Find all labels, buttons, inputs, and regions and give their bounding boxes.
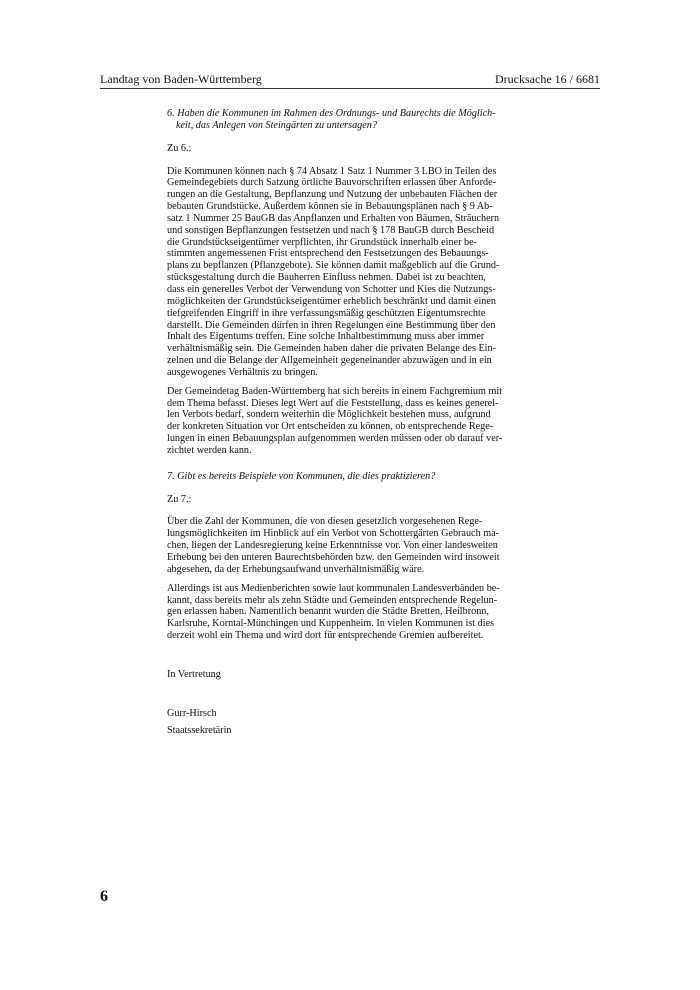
text-line: Die Kommunen können nach § 74 Absatz 1 Satz 1 Nummer 3 LBO in Teilen des <box>167 165 497 177</box>
answer-7-paragraph-1 <box>167 516 533 575</box>
text-line: chen, liegen der Landesregierung keine Erkenntnisse vor. Von einer landesweiten <box>167 540 498 552</box>
text-line: dem Thema befasst. Dieses legt Wert auf die Feststellung, dass es keines generel- <box>167 397 499 409</box>
question-6 <box>167 108 533 132</box>
text-line: Der Gemeindetag Baden-Württemberg hat sich bereits in einem Fachgremium mit <box>167 385 503 397</box>
signature-title: Staatssekretärin <box>167 724 232 736</box>
text-line: stücksgestaltung durch die Bauherren Einfluss nehmen. Dabei ist zu beachten, <box>167 272 486 284</box>
answer-7-paragraph-2 <box>167 583 533 642</box>
page-number: 6 <box>100 888 108 905</box>
text-line: Erhebung bei den unteren Baurechtsbehörden bzw. den Gemeinden wird insoweit <box>167 552 500 563</box>
text-line: darstellt. Die Gemeinden dürfen in ihren Regelungen eine Bestimmung über den <box>167 319 496 331</box>
text-line: die Grundstückseigentümer verpflichten, ihr Grundstück innerhalb einer be- <box>167 236 478 248</box>
text-line: Gemeindegebiets durch Satzung örtliche Bauvorschriften erlassen über Anforde- <box>167 177 496 189</box>
text-line: plans zu bepflanzen (Pflanzgebote). Sie können damit maßgeblich auf die Grund- <box>167 260 500 272</box>
text-line: lungen in einen Bebauungsplan aufgenommen werden müssen oder ob darauf ver- <box>167 433 503 445</box>
question-line: 7. Gibt es bereits Beispiele von Kommunen, die dies praktizieren? <box>167 470 436 482</box>
text-line: len Verbots bedarf, sondern weiterhin die Möglichkeit bestehen muss, aufgrund <box>167 409 491 421</box>
text-line: möglichkeiten der Grundstückseigentümer erheblich beschränkt und damit einen <box>167 295 497 307</box>
text-line: derzeit wohl ein Thema und wird dort für entsprechende Gremien aufbereitet. <box>167 630 484 642</box>
text-line: abgesehen, da der Erhebungsaufwand unverhältnismäßig wäre. <box>167 563 425 575</box>
question-7 <box>167 471 533 483</box>
text-line: satz 1 Nummer 25 BauGB das Anpflanzen und Erhalten von Bäumen, Sträuchern <box>167 212 500 224</box>
question-line: 6. Haben die Kommunen im Rahmen des Ordnungs- und Baurechts die Möglich- <box>167 108 496 119</box>
text-line: zichtet werden kann. <box>167 444 252 456</box>
header-rule <box>100 88 600 89</box>
answer-6-paragraph-1 <box>167 166 533 379</box>
answer-6-paragraph-2 <box>167 386 533 457</box>
answer-7-label: Zu 7.: <box>167 493 192 505</box>
text-line: verhältnismäßig sein. Die Gemeinden haben daher die privaten Belange des Ein- <box>167 343 496 355</box>
signature-closing: In Vertretung <box>167 668 221 680</box>
text-line: und sonstigen Bepflanzungen festsetzen und nach § 178 BauGB durch Bescheid <box>167 224 495 236</box>
answer-6-label: Zu 6.: <box>167 142 192 154</box>
text-line: tiefgreifenden Eingriff in ihre verfassungsmäßig geschützten Eigentumsrechte <box>167 307 486 319</box>
document-body <box>167 108 533 736</box>
text-line: Karlsruhe, Korntal-Münchingen und Kuppenheim. In vielen Kommunen ist dies <box>167 618 495 630</box>
header-left: Landtag von Baden-Württemberg <box>100 72 262 86</box>
text-line: kannt, dass bereits mehr als zehn Städte und Gemeinden entsprechende Regelun- <box>167 594 498 606</box>
text-line: bebauten Grundstücke. Außerdem können sie in Bebauungsplänen nach § 9 Ab- <box>167 201 493 213</box>
text-line: Inhalt des Eigentums treffen. Eine solche Inhaltbestimmung muss aber immer <box>167 331 485 343</box>
text-line: lungsmöglichkeiten im Hinblick auf ein Verbot von Schottergärten Gebrauch ma- <box>167 528 500 540</box>
text-line: Allerdings ist aus Medienberichten sowie laut kommunalen Landesverbänden be- <box>167 582 500 594</box>
text-line: rungen an die Gestaltung, Bepflanzung und Nutzung der unbebauten Flächen der <box>167 189 498 201</box>
text-line: ausgewogenes Verhältnis zu bringen. <box>167 366 318 378</box>
text-line: dass ein generelles Verbot der Verwendung von Schotter und Kies die Nutzungs- <box>167 283 496 295</box>
text-line: zelnen und die Belange der Allgemeinheit gegeneinander abzuwägen und in ein <box>167 355 492 367</box>
text-line: Über die Zahl der Kommunen, die von diesen gesetzlich vorgesehenen Rege- <box>167 516 483 528</box>
text-line: stimmten angemessenen Frist entsprechend den Festsetzungen des Bebauungs- <box>167 248 489 260</box>
question-line: keit, das Anlegen von Steingärten zu untersagen? <box>176 119 377 131</box>
text-line: der konkreten Situation vor Ort entscheiden zu können, ob entsprechende Rege- <box>167 421 494 433</box>
text-line: gen erlassen haben. Namentlich benannt wurden die Städte Bretten, Heilbronn, <box>167 606 489 618</box>
signature-name: Gurr-Hirsch <box>167 707 217 719</box>
header-right: Drucksache 16 / 6681 <box>495 72 600 86</box>
